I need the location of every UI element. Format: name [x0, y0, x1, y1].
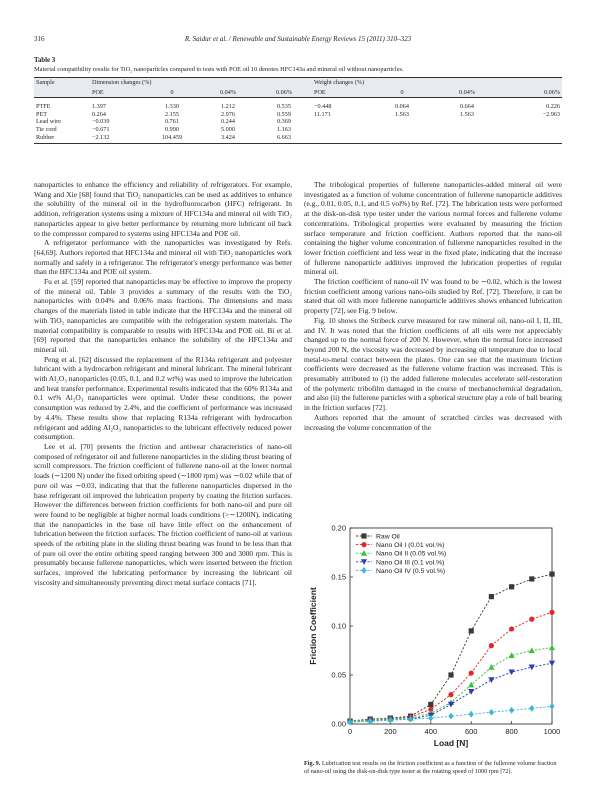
sub-header: 0.04%: [436, 88, 498, 98]
table-cell: 0.064: [395, 103, 409, 111]
legend-marker: [361, 542, 366, 547]
table-cell: −2.963: [542, 110, 560, 118]
friction-coefficient-chart: [304, 520, 562, 756]
table-cell: 2.976: [221, 110, 235, 118]
table-cell: 1.212: [221, 103, 235, 111]
paragraph: Fu et al. [59] reported that nanoparticles may be effective to improve the property of the mineral oil. Table 3 provides a summary of the results with the TiO₂ nanoparticles with 0.04% and 0.06% mass fractions. The dimensions and mass changes of the materials listed in table indicate that the HFC134a and the mineral oil with TiO₂ nanoparticles are compatible with the refrigeration system materials. The material compatibility is comparable to results with HFC134a and POE oil. Bi et al. [69] reported that the nanoparticles enhance the solubility of the HFC134a and mineral oil.: [34, 277, 292, 354]
paragraph: Peng et al. [62] discussed the replacement of the R134a refrigerant and polyester lubricant with a hydrocarbon refrigerant and mineral lubricant. The mineral lubricant with Al₂O₃ nanoparticles (0.05, 0.1, and 0.2 wt%) was used to improve the lubrication and heat transfer performance. Experimental results indicated that the 60% R134a and 0.1 wt% Al₂O₃ nanoparticles were optimal. Under these conditions, the power consumption was reduced by 2.4%, and the coefficient of performance was increased by 4.4%. These results show that replacing R134a refrigerant with hydrocarbon refrigerant and adding Al₂O₃ nanoparticles to the lubricant effectively reduced power consumption.: [34, 354, 292, 442]
table-row: [34, 111, 562, 119]
paragraph: nanoparticles to enhance the efficiency and reliability of refrigerators. For example, Wang and Xie [68] found that TiO₂ nanoparticles can be used as additives to enhance the solubility of the mineral oil in the hydrofluorocarbon (HFC) refrigerant. In addition, refrigeration systems using a mixture of HFC134a and mineral oil with TiO₂ nanoparticles appear to give better performance by returning more lubricant oil back to the compressor compared to systems using HFC134a and POE oil.: [34, 180, 292, 238]
x-axis-label: Load [N]: [433, 738, 469, 748]
table-cell: 1.330: [165, 103, 179, 111]
row-sample: Rubber: [34, 134, 90, 144]
table-3: [34, 56, 562, 144]
paragraph: The tribological properties of fullerene nanoparticles-added mineral oil were investigated as a function of volume concentration of fullerene nanoparticle additives (e.g., 0.01, 0.05, 0.1, and 0.5 vol%) by Ref. [72]. The lubrication tests were performed at the disk-on-disk type tester under the various normal forces and fullerene volume concentrations. Tribological properties were evaluated by measuring the friction surface temperature and friction coefficient. Authors reported that the nano-oil containing the higher volume concentration of fullerene nanoparticles resulted in the lower friction coefficient and less wear in the fixed plate, indicating that the increase of fullerene nanoparticle additives improved the lubrication properties of regular mineral oil.: [304, 180, 562, 277]
data-point: [549, 610, 554, 615]
table-label: Table 3: [34, 57, 56, 64]
legend-label: Raw Oil: [376, 533, 400, 541]
header-sample: Sample: [34, 78, 90, 88]
y-tick-label: 0.10: [331, 621, 346, 631]
table-cell: 11.171: [314, 110, 331, 118]
figure-caption-text: Lubrication test results on the friction coefficient as a function of the fullerene volume fraction of nano-oil using the disk-on-disk type tester at the rotating speed of 1000 rpm [72].: [304, 760, 557, 775]
paragraph: The friction coefficient of nano-oil IV was found to be ∼0.02, which is the lowest friction coefficient among various nano-oils studied by Ref. [72]. Therefore, it can be stated that oil with more fullerene nanoparticle additives shows enhanced lubrication property [72], see Fig. 9 below.: [304, 277, 562, 316]
table-cell: −0.039: [92, 118, 110, 126]
data-point: [509, 584, 514, 589]
data-point: [489, 643, 494, 648]
paragraph: Authors reported that the amount of scratched circles was decreased with increasing the volume concentration of the: [304, 412, 562, 432]
data-point: [428, 702, 433, 707]
data-point: [469, 628, 474, 633]
table-cell: 0.761: [165, 118, 179, 126]
table-cell: 0.369: [277, 118, 291, 126]
table-cell: −2.132: [90, 134, 144, 144]
legend-marker: [361, 533, 366, 538]
table-cell: 1.163: [277, 125, 291, 133]
table-cell: 1.563: [460, 110, 474, 118]
sub-header: POE: [312, 88, 368, 98]
right-text-column: [304, 180, 562, 432]
legend-label: Nano Oil II (0.05 vol.%): [376, 550, 447, 558]
legend-label: Nano Oil I (0.01 vol.%): [376, 542, 445, 550]
header-dimension-changes: Dimension changes (%): [90, 78, 312, 88]
y-tick-label: 0.15: [331, 572, 346, 582]
data-point: [529, 576, 534, 581]
sub-header: 0.06%: [498, 88, 562, 98]
y-axis-label: Friction Coefficient: [308, 587, 318, 665]
data-point: [469, 670, 474, 675]
table-sub-header-row: [34, 88, 562, 98]
sub-header: 0.04%: [200, 88, 256, 98]
x-tick-label: 1000: [543, 727, 561, 736]
data-point: [509, 626, 514, 631]
figure-caption-label: Fig. 9.: [304, 760, 321, 767]
data-point: [448, 672, 453, 677]
left-text-column: [34, 180, 292, 588]
table-cell: −0.671: [92, 125, 110, 133]
table-row: [34, 103, 562, 111]
table-cell: 0.664: [460, 103, 474, 111]
paragraph: A refrigerator performance with the nanoparticles was investigated by Refs. [64,69]. Authors reported that HFC134a and mineral oil with TiO₂ nanoparticles work normally and safely in a refrigerator. The refrigerator's energy performance was better than the HFC134a and POE oil system.: [34, 238, 292, 277]
table-cell: 0.264: [92, 110, 106, 118]
table-cell: 0.226: [546, 103, 560, 111]
data-point: [549, 571, 554, 576]
x-tick-label: 0: [347, 727, 353, 736]
table-row: [34, 134, 562, 144]
sub-header: 0: [368, 88, 436, 98]
row-sample: PET: [36, 110, 48, 118]
x-tick-label: 200: [384, 727, 397, 736]
sub-header: 0.06%: [256, 88, 312, 98]
row-sample: PTFE: [36, 103, 51, 111]
table-cell: 0.990: [165, 125, 179, 133]
x-tick-label: 400: [424, 727, 438, 736]
table-cell: 3.424: [200, 134, 256, 144]
table-cell: 0.244: [221, 118, 235, 126]
sub-header: POE: [90, 88, 144, 98]
data-point: [489, 594, 494, 599]
sub-header: 0: [144, 88, 200, 98]
data-point: [529, 617, 534, 622]
table-cell: −0.448: [314, 103, 332, 111]
journal-citation: R. Saidur et al. / Renewable and Sustainable Energy Reviews 15 (2011) 310–323: [184, 35, 412, 43]
x-tick-label: 800: [505, 727, 518, 736]
compatibility-table: [34, 77, 562, 144]
table-cell: 0.535: [277, 103, 291, 111]
header-weight-changes: Weight changes (%): [312, 78, 562, 88]
x-tick-label: 600: [464, 727, 478, 736]
table-cell: 1.397: [92, 103, 106, 111]
table-caption: Material compatibility results for TiO₂ nanoparticles compared to tests with POE oil 10 denotes HFC143a and mineral oil without nanoparticles.: [34, 66, 404, 73]
paragraph: Fig. 10 shows the Stribeck curve measured for raw mineral oil, nano-oil I, II, III, and IV. It was noted that the friction coefficients of all oils were not appreciably changed up to the normal force of 200 N. However, when the normal force increased beyond 200 N, the viscosity was decreased by increasing oil temperature due to local metal-to-metal contact between the plates. One can see that the maximum friction coefficients were decreased as the fullerene volume fraction was increased. This is presumably attributed to (i) the added fullerene molecules accelerate self-restoration of the polymeric tribofilm damaged in the course of mechanochemical degradation, and also (ii) the fullerene particles with a spherical structure play a role of ball bearing in the friction surfaces [72].: [304, 315, 562, 413]
table-cell: 0.559: [277, 110, 291, 118]
table-group-header-row: [34, 78, 562, 88]
y-tick-label: 0.00: [331, 719, 346, 729]
data-point: [448, 692, 453, 697]
table-row: [34, 118, 562, 126]
page-number: 316: [34, 35, 45, 43]
running-header: [34, 35, 562, 47]
y-tick-label: 0.05: [331, 670, 346, 680]
paragraph: Lee et al. [70] presents the friction and antiwear characteristics of nano-oil composed of refrigerator oil and fullerene nanoparticles in the sliding thrust bearing of scroll compressors. The friction coefficient of fullerene nano-oil at the lower normal loads (∼1200 N) under the fixed orbiting speed (∼1800 rpm) was ∼0.02 while that of pure oil was ∼0.03, indicating that that the fullerene nanoparticles dispersed in the base refrigerant oil improved the lubrication property by coating the friction surfaces. However the differences between friction coefficients for both nano-oil and pure oil were found to be negligible at higher normal loads conditions (>∼1200N), indicating that the nanoparticles in the base oil have little effect on the enhancement of lubrication between the friction surfaces. The friction coefficient of nano-oil at various speeds of the orbiting plate in the sliding thrust bearing was found to be less than that of pure oil over the entire orbiting speed ranging between 300 and 3000 rpm. This is presumably because fullerene nanoparticles, which were inserted between the friction surfaces, improved the lubricating performance by increasing the lubricant oil viscosity and simultaneously preventing direct metal surface contacts [71].: [34, 441, 292, 587]
legend-label: Nano Oil III (0.1 vol.%): [376, 559, 445, 567]
row-sample: Lead wire: [36, 118, 61, 126]
table-cell: 6.663: [256, 134, 312, 144]
figure-caption: [304, 760, 562, 776]
table-cell: 2.155: [165, 110, 179, 118]
table-cell: 5.000: [221, 125, 235, 133]
table-cell: 104.459: [144, 134, 200, 144]
figure-9: [304, 520, 562, 782]
y-tick-label: 0.20: [331, 523, 346, 533]
row-sample: Tie cord: [36, 125, 57, 133]
table-row: [34, 126, 562, 134]
legend-label: Nano Oil IV (0.5 vol.%): [376, 567, 446, 575]
table-cell: 1.563: [395, 110, 409, 118]
